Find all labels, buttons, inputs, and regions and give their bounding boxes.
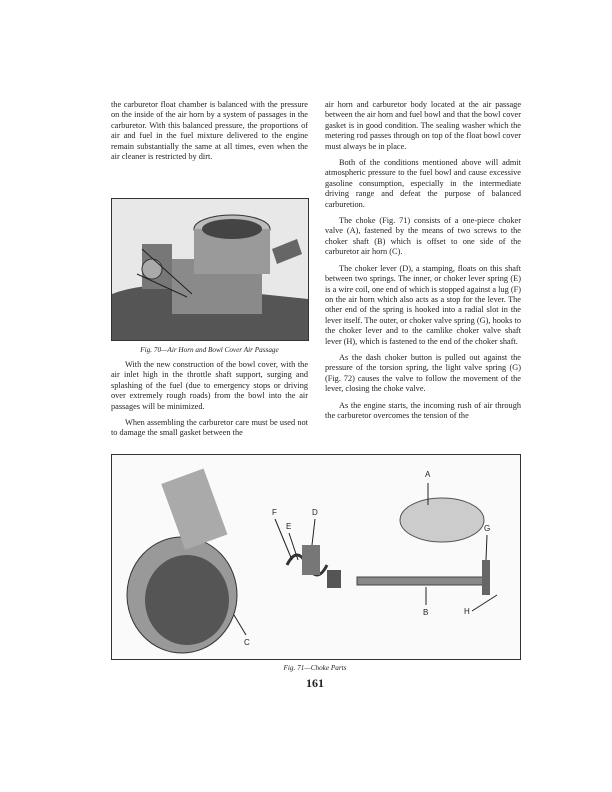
- figure-70-caption: Fig. 70—Air Horn and Bowl Cover Air Passage: [140, 346, 279, 354]
- paragraph: The choker lever (D), a stamping, floats on this shaft between two springs. The inner, or choker lever spring (E) is a wire coil, one end of which is stopped against a lug (F) on the air horn which also acts as a stop for the lever. The other end of the spring is hooked into a radial slot in the lever itself. The outer, or choker valve spring (G), hooks to the choker lever and to the camlike choker valve shaft lever (H), which is fastened to the end of the choker shaft.: [325, 263, 521, 346]
- figure-70-photo: [111, 198, 309, 341]
- label-e: E: [286, 522, 292, 531]
- paragraph: air horn and carburetor body located at the air passage between the air horn and fuel bowl and that the bowl cover gasket is in good condition. The sealing washer which the metering rod passes through on top of the float bowl cover must always be in place.: [325, 100, 521, 151]
- paragraph: As the engine starts, the incoming rush of air through the carburetor overcomes the tension of the: [325, 400, 521, 420]
- paragraph: Both of the conditions mentioned above will admit atmospheric pressure to the fuel bowl and cause excessive gasoline consumption, especially in the intermediate driving range and defeat the purpose of balanced carburetion.: [325, 158, 521, 209]
- paragraph: the carburetor float chamber is balanced with the pressure on the inside of the air horn by a system of passages in the carburetor. With this balanced pressure, the proportions of air and fuel in the fuel mixture delivered to the engine remain substantially the same at all times, even when the air cleaner is restricted by dirt.: [111, 100, 308, 162]
- label-f: F: [272, 508, 277, 517]
- paragraph: The choke (Fig. 71) consists of a one-piece choker valve (A), fastened by the means of two screws to the choker shaft (B) which is offset to one side of the carburetor air horn (C).: [325, 216, 521, 257]
- left-column-lower: [111, 360, 308, 445]
- label-b: B: [423, 608, 429, 617]
- label-a: A: [425, 470, 431, 479]
- paragraph: When assembling the carburetor care must be used not to damage the small gasket between the: [111, 418, 308, 438]
- label-g: G: [484, 524, 491, 533]
- carburetor-air-horn-image: [112, 199, 308, 340]
- right-column: [325, 100, 521, 427]
- left-column: [111, 100, 308, 168]
- label-d: D: [312, 508, 318, 517]
- label-h: H: [464, 607, 470, 616]
- choke-parts-image: [112, 455, 520, 659]
- label-c: C: [244, 638, 250, 647]
- paragraph: As the dash choker button is pulled out against the pressure of the torsion spring, the light valve spring (G) (Fig. 72) causes the valve to follow the movement of the lever, closing the choke valve.: [325, 352, 521, 394]
- figure-71-photo: [111, 454, 521, 660]
- paragraph: With the new construction of the bowl cover, with the air inlet high in the throttle shaft support, surging and splashing of the fuel (due to emergency stops or driving over extremely rough roads) from the bowl into the air passages will be minimized.: [111, 360, 308, 411]
- page-number: 161: [306, 676, 324, 690]
- figure-71-caption: Fig. 71—Choke Parts: [283, 664, 347, 672]
